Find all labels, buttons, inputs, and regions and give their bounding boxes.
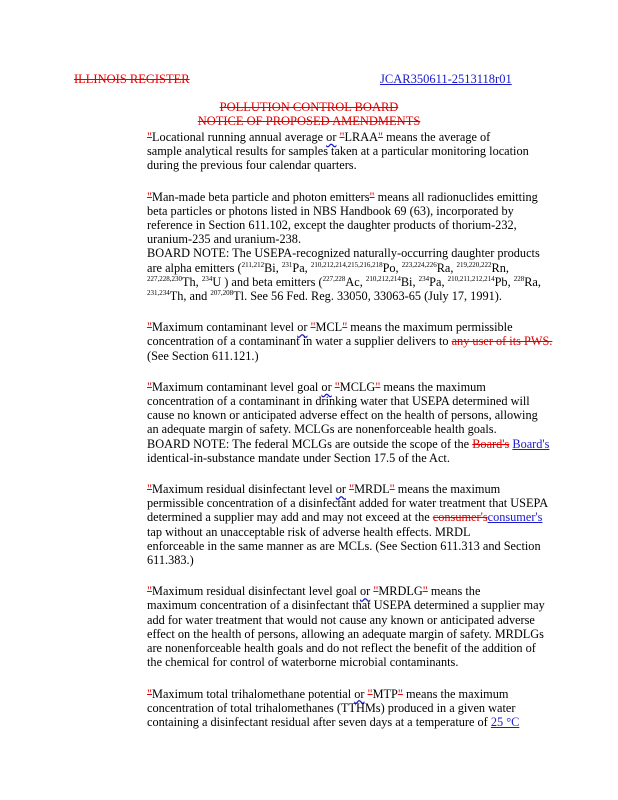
term-label: Locational running annual average	[152, 130, 324, 144]
deleted-quote: "	[147, 130, 153, 144]
register-header: ILLINOIS REGISTER	[74, 72, 190, 86]
definition-man-made-beta: "Man-made beta particle and photon emitters" means all radionuclides emitting beta particles or photons listed in NBS Handbook 69 (63), incorporated by reference in Section 611.102, except the daughter products of thorium-232, uranium-235 and uranium-238. BOARD NOTE: The USEPA-recognized naturally-occurring daughter products are alpha emitters ($^{211,212}$Bi, $^{231}$Pa, $^{210,212,214,215,216,218}$Po, $^{223,224,226}$Ra, $^{219,220,222}$Rn, $^{227,228,230}$Th, $^{234}$U ) and beta emitters ($^{227,228}$Ac, $^{210,212,214}$Bi, $^{234}$Pa, $^{210,211,212,214}$Pb, $^{228}$Ra, $^{231,234}$Th, and $^{207,208}$Tl. See 56 Fed. Reg. 33050, 33063-65 (July 17, 1991).	[147, 190, 592, 304]
document-body	[147, 130, 592, 729]
definition-mtp: "Maximum total trihalomethane potential or "MTP" means the maximum concentration of total trihalomethanes (TTHMs) produced in a given water containing a disinfectant residual after seven days at a temperature of 25 °C	[147, 686, 520, 729]
jcar-code: JCAR350611-2513118r01	[380, 72, 512, 86]
notice-title: NOTICE OF PROPOSED AMENDMENTS	[197, 114, 421, 128]
board-note: BOARD NOTE: The USEPA-recognized naturally-occurring daughter products	[147, 246, 540, 261]
definition-mrdl: "Maximum residual disinfectant level or "MRDL" means the maximum permissible concentration of a disinfectant added for water treatment that USEPA determined a supplier may add and may not exceed at the consumer'sconsumer's tap without an unacceptable risk of adverse health effects. MRDL enforceable in the same manner as are MCLs. (See Section 611.313 and Section 611.383.)	[147, 482, 549, 568]
definition-mclg: "Maximum contaminant level goal or "MCLG" means the maximum concentration of a contaminant in drinking water that USEPA determined will cause no known or anticipated adverse effect on the health of persons, allowing an adequate margin of safety. MCLGs are nonenforceable health goals. BOARD NOTE: The federal MCLGs are outside the scope of the Board's Board's identical-in-substance mandate under Section 17.5 of the Act.	[147, 379, 550, 465]
or-word: or	[326, 130, 337, 144]
definition-mcl: "Maximum contaminant level or "MCL" means the maximum permissible concentration of a contaminant in water a supplier delivers to any user of its PWS. (See Section 611.121.)	[147, 320, 553, 363]
definition-mrdlg: "Maximum residual disinfectant level goal or "MRDLG" means the maximum concentration of a disinfectant that USEPA determined a supplier may add for water treatment that would not cause any known or anticipated adverse effect on the health of persons, allowing an adequate margin of safety. MRDLGs are nonenforceable health goals and do not reflect the benefit of the addition of the chemical for control of waterborne microbial contaminants.	[147, 584, 545, 670]
definition-lraa: "Locational running annual average or "LRAA" means the average of sample analytical results for samples taken at a particular monitoring location during the previous four calendar quarters.	[147, 130, 529, 173]
acronym: LRAA	[344, 130, 379, 144]
agency-title: POLLUTION CONTROL BOARD	[219, 100, 399, 114]
